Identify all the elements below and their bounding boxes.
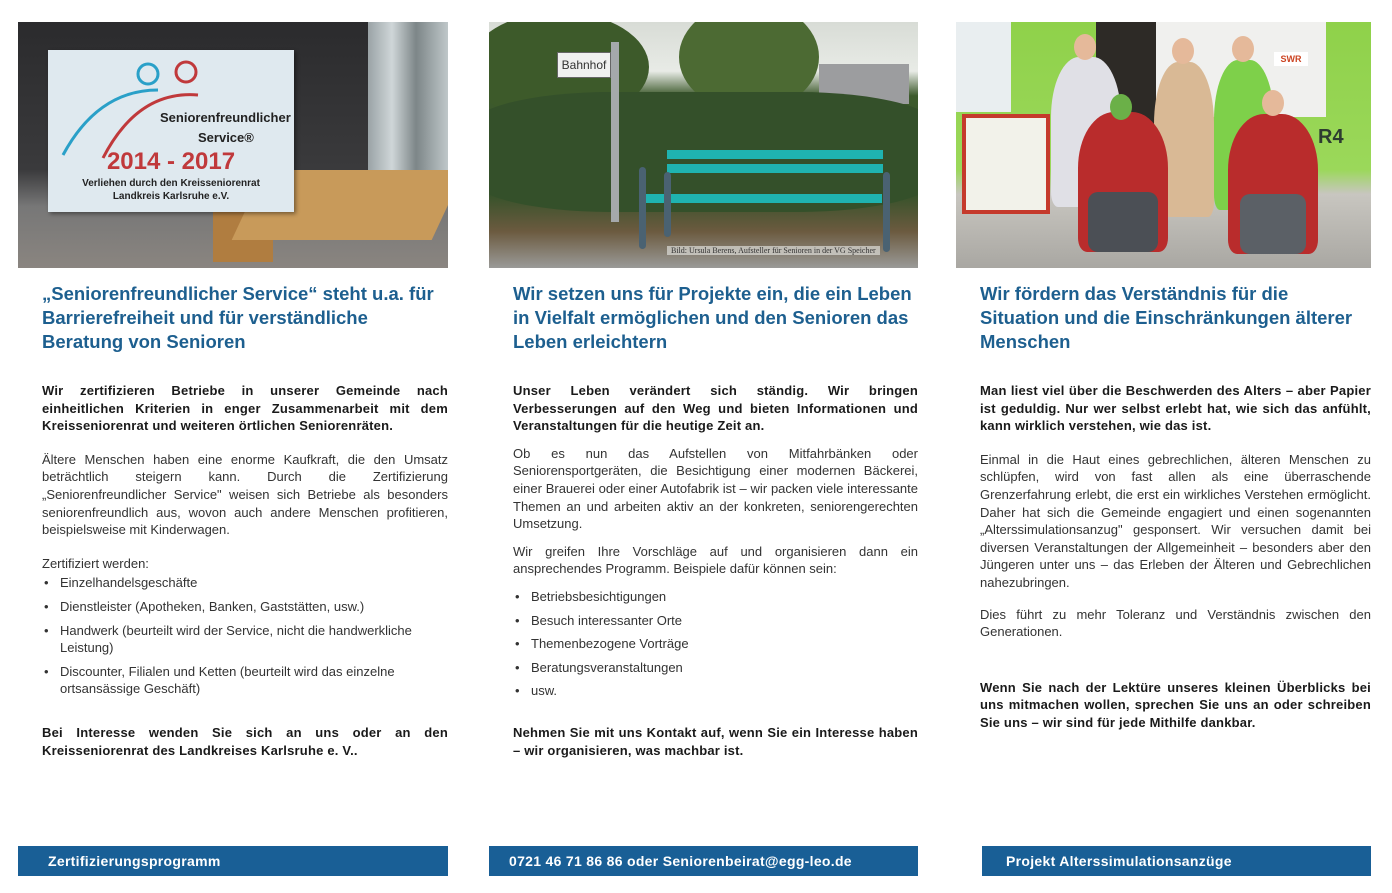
list-item: • Beratungsveranstaltungen <box>513 659 918 677</box>
list-item: • Dienstleister (Apotheken, Banken, Gaststätten, usw.) <box>42 598 448 616</box>
list-item: • usw. <box>513 682 918 700</box>
footer-contact: 0721 46 71 86 86 oder Seniorenbeirat@egg-leo.de <box>489 846 918 876</box>
intro-text: Unser Leben verändert sich ständig. Wir bringen Verbesserungen auf den Weg und bieten Informationen und Veranstaltungen für die heutige Zeit an. <box>513 383 918 434</box>
photo-age-simulation: SWR R4 <box>956 22 1371 268</box>
footer-certification: Zertifizierungsprogramm <box>18 846 448 876</box>
footer-simulation: Projekt Alterssimulationsanzüge <box>982 846 1371 876</box>
intro-text: Man liest viel über die Beschwerden des Alters – aber Papier ist geduldig. Nur wer selbst erlebt hat, wie sich das anfühlt, kann wirklich verstehen, wie das ist. <box>980 383 1371 434</box>
photo-certificate-sign <box>18 22 448 268</box>
column-understanding <box>980 282 1371 742</box>
list-item: • Discounter, Filialen und Ketten (beurteilt wird das einzelne ortsansässige Geschäft) <box>42 663 448 698</box>
photo-bench: Bahnhof Bild: Ursula Berens, Aufsteller für Senioren in der VG Speicher <box>489 22 918 268</box>
column-certification <box>42 282 448 769</box>
intro-text: Wir zertifizieren Betriebe in unserer Gemeinde nach einheitlichen Kriterien in enger Zusammenarbeit mit dem Kreisseniorenrat und weiteren örtlichen Seniorenräten. <box>42 383 448 434</box>
body-text: Ob es nun das Aufstellen von Mitfahrbänken oder Seniorensportgeräten, die Besichtigung einer modernen Bäckerei, einer Brauerei oder einer Autofabrik ist – wir packen viele interessante Themen an und arbeiten aktiv an der konkreten, seniorengerechten Umsetzung. <box>513 445 918 532</box>
closing-text: Bei Interesse wenden Sie sich an uns oder an den Kreisseniorenrat des Landkreises Karlsruhe e. V.. <box>42 724 448 758</box>
body-text: Wir greifen Ihre Vorschläge auf und organisieren dann ein ansprechendes Programm. Beispiele dafür können sein: <box>513 543 918 577</box>
list-item: • Betriebsbesichtigungen <box>513 588 918 606</box>
list-item: • Handwerk (beurteilt wird der Service, nicht die handwerkliche Leistung) <box>42 622 448 657</box>
section-heading: Wir fördern das Verständnis für die Situation und die Einschränkungen älterer Menschen <box>980 283 1353 352</box>
list-item: • Besuch interessanter Orte <box>513 612 918 630</box>
column-projects <box>513 282 918 769</box>
list-item: • Themenbezogene Vorträge <box>513 635 918 653</box>
body-text: Einmal in die Haut eines gebrechlichen, älteren Menschen zu schlüpfen, wird von fast allen als eine überraschende Grenzerfahrung erlebt, die erst ein wirkliches Verstehen ermöglicht. Daher hat sich die Gemeinde engagiert und einen sogenannten „Alterssimulationsanzug" gesponsert. Wir versuchen damit bei diversen Veranstaltungen der Allgemeinheit – besonders aber den Jüngeren unter uns – das Erleben der Älteren und Gebrechlichen nahezubringen. <box>980 451 1371 590</box>
examples-list <box>513 588 918 700</box>
body-text: Ältere Menschen haben eine enorme Kaufkraft, die den Umsatz beträchtlich steigern kann. Durch die Zertifizierung „Seniorenfreundlicher Service" weisen sich Betriebe als besonders seniorenfreundlich aus, wovon auch andere Menschen profitieren, beispielsweise mit Kinderwagen. <box>42 451 448 538</box>
section-heading: „Seniorenfreundlicher Service“ steht u.a. für Barrierefreiheit und für verständliche Beratung von Senioren <box>42 283 434 352</box>
closing-text: Wenn Sie nach der Lektüre unseres kleinen Überblicks bei uns mitmachen wollen, sprechen Sie uns an oder schreiben Sie uns – wir sind für jede Mithilfe dankbar. <box>980 679 1371 730</box>
list-item: • Einzelhandelsgeschäfte <box>42 574 448 592</box>
closing-text: Nehmen Sie mit uns Kontakt auf, wenn Sie ein Interesse haben – wir organisieren, was machbar ist. <box>513 724 918 758</box>
certified-list <box>42 574 448 698</box>
body-text: Dies führt zu mehr Toleranz und Verständnis zwischen den Generationen. <box>980 606 1371 640</box>
certificate-sign: Seniorenfreundlicher Service® 2014 - 2017 Verliehen durch den Kreisseniorenrat Landkreis Karlsruhe e.V. <box>48 50 294 212</box>
list-title: Zertifiziert werden: <box>42 555 149 571</box>
section-heading: Wir setzen uns für Projekte ein, die ein Leben in Vielfalt ermöglichen und den Senioren das Leben erleichtern <box>513 283 912 352</box>
